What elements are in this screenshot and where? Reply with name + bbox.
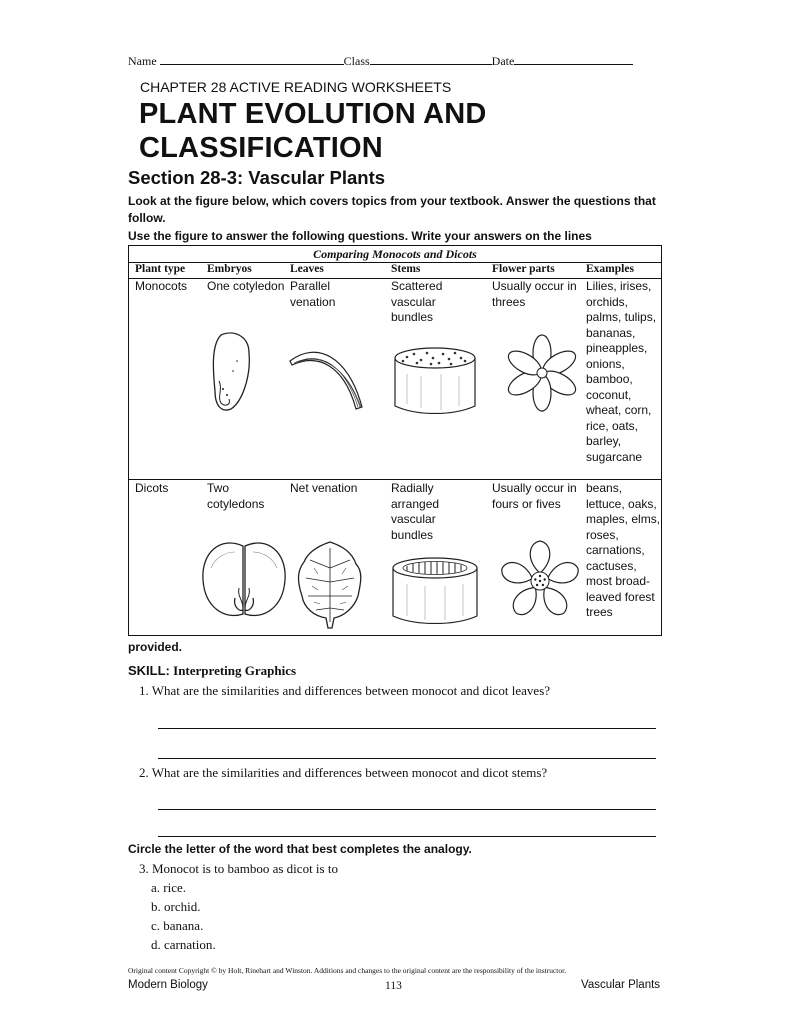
option-b[interactable]: b. orchid. (151, 899, 201, 914)
name-label: Name (128, 54, 157, 68)
date-blank[interactable] (514, 52, 633, 65)
dicot-plant-type: Dicots (135, 481, 169, 495)
comparison-table (128, 245, 662, 636)
class-label: Class (343, 54, 370, 68)
monocot-plant-type: Monocots (135, 279, 188, 293)
skill-text: Interpreting Graphics (173, 663, 297, 678)
dicot-leaf-illustration (294, 538, 366, 630)
dicot-leaves: Net venation (290, 481, 358, 495)
page-title-line1: PLANT EVOLUTION AND (139, 98, 487, 130)
question-2: 2. What are the similarities and differences between monocot and dicot stems? (139, 765, 548, 780)
copyright-notice: Original content Copyright © by Holt, Rinehart and Winston. Additions and changes to the original content are the responsibility of the instructor. (128, 966, 567, 975)
question-3: 3. Monocot is to bamboo as dicot is to (139, 861, 338, 876)
name-class-date-line (128, 52, 668, 69)
monocot-flower-parts: Usually occur in threes (492, 279, 577, 309)
skill-heading (128, 663, 296, 679)
dicot-examples: beans, lettuce, oaks, maples, elms, roses, carnations, cactuses, most broad-leaved forest trees (586, 481, 661, 619)
monocot-leaf-illustration (286, 341, 368, 411)
analogy-instruction: Circle the letter of the word that best completes the analogy. (128, 842, 472, 856)
row-rule (129, 479, 661, 480)
footer-book-title: Modern Biology (128, 979, 208, 991)
option-d[interactable]: d. carnation. (151, 937, 216, 952)
monocot-embryos: One cotyledon (207, 279, 285, 293)
col-header-examples: Examples (586, 263, 634, 275)
monocot-seed-illustration (209, 331, 255, 413)
answer-line-2b[interactable] (158, 836, 656, 837)
page-title-line2: CLASSIFICATION (139, 132, 383, 164)
footer-page-number: 113 (385, 980, 402, 992)
monocot-stems: Scattered vascular bundles (391, 279, 443, 324)
col-header-embryos: Embryos (207, 263, 252, 275)
col-header-flower-parts: Flower parts (492, 263, 555, 275)
monocot-flower-illustration (503, 334, 581, 412)
monocot-examples: Lilies, irises, orchids, palms, tulips, bananas, pineapples, onions, bamboo, coconut, wheat, corn, rice, oats, barley, sugarcane (586, 279, 657, 464)
col-header-leaves: Leaves (290, 263, 324, 275)
option-c[interactable]: c. banana. (151, 918, 204, 933)
answer-line-1b[interactable] (158, 758, 656, 759)
name-blank[interactable] (160, 52, 344, 65)
monocot-stem-illustration (387, 344, 483, 414)
dicot-stem-illustration (385, 554, 485, 624)
table-caption: Comparing Monocots and Dicots (129, 246, 661, 263)
col-header-plant-type: Plant type (135, 263, 186, 275)
dicot-stems: Radially arranged vascular bundles (391, 481, 440, 542)
question-1: 1. What are the similarities and differences between monocot and dicot leaves? (139, 683, 551, 698)
dicot-embryos: Two cotyledons (207, 481, 265, 511)
figure-instruction-continued: provided. (128, 640, 183, 654)
col-header-stems: Stems (391, 263, 421, 275)
answer-line-2a[interactable] (158, 809, 656, 810)
skill-label: SKILL: (128, 663, 170, 678)
dicot-seed-illustration (199, 538, 289, 622)
class-blank[interactable] (370, 52, 492, 65)
dicot-flower-illustration (497, 538, 583, 624)
option-a[interactable]: a. rice. (151, 880, 187, 895)
footer-topic: Vascular Plants (581, 979, 661, 991)
figure-instruction: Use the figure to answer the following questions. Write your answers on the lines (128, 229, 592, 243)
section-heading: Section 28-3: Vascular Plants (128, 167, 386, 188)
dicot-flower-parts: Usually occur in fours or fives (492, 481, 577, 511)
answer-line-1a[interactable] (158, 728, 656, 729)
intro-instruction: Look at the figure below, which covers topics from your textbook. Answer the questions that follow. (128, 194, 656, 225)
chapter-heading: CHAPTER 28 ACTIVE READING WORKSHEETS (140, 79, 452, 95)
date-label: Date (491, 54, 515, 68)
monocot-leaves: Parallel venation (290, 279, 336, 309)
